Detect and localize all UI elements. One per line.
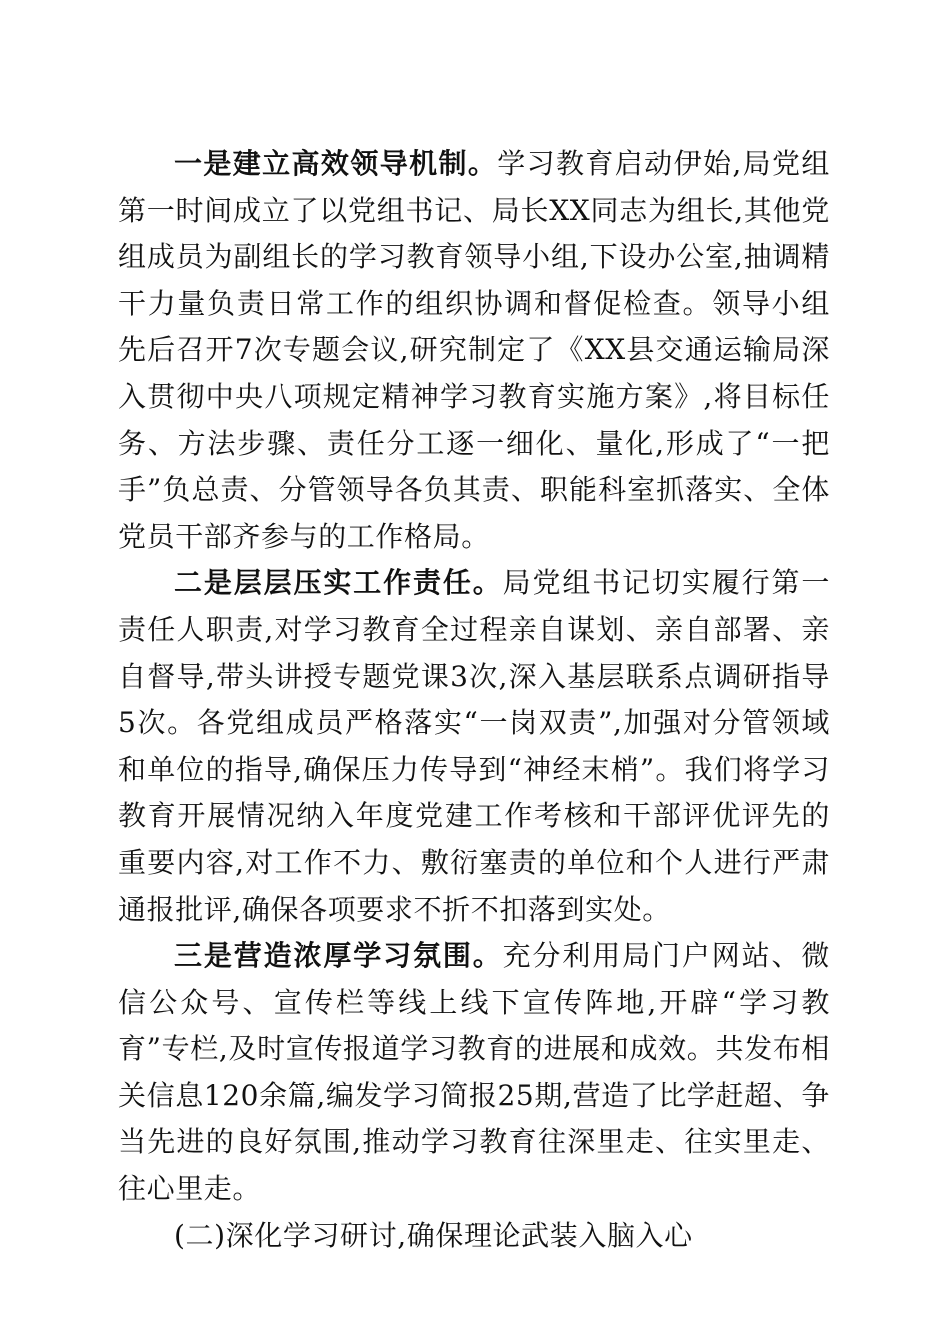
paragraph-text: 学习教育启动伊始,局党组第一时间成立了以党组书记、局长XX同志为组长,其他党组成员为副组长的学习教育领导小组,下设办公室,抽调精干力量负责日常工作的组织协调和督促检查。领导小组先后召开7次专题会议,研究制定了《XX县交通运输局深入贯彻中央八项规定精神学习教育实施方案》,将目标任务、方法步骤、责任分工逐一细化、量化,形成了“一把手”负总责、分管领导各负其责、职能科室抓落实、全体党员干部齐参与的工作格局。 [118,147,830,553]
paragraph-lead: 三是营造浓厚学习氛围。 [174,939,503,973]
paragraph-text: 局党组书记切实履行第一责任人职责,对学习教育全过程亲自谋划、亲自部署、亲自督导,带头讲授专题党课3次,深入基层联系点调研指导5次。各党组成员严格落实“一岗双责”,加强对分管领域和单位的指导,确保压力传导到“神经末梢”。我们将学习教育开展情况纳入年度党建工作考核和干部评优评先的重要内容,对工作不力、敷衍塞责的单位和个人进行严肃通报批评,确保各项要求不折不扣落到实处。 [118,566,830,926]
document-body [118,141,830,1259]
section-subheading: (二)深化学习研讨,确保理论武装入脑入心 [174,1218,693,1252]
paragraph-leadership-mechanism [118,141,830,560]
paragraph-text: 充分利用局门户网站、微信公众号、宣传栏等线上线下宣传阵地,开辟“学习教育”专栏,及时宣传报道学习教育的进展和成效。共发布相关信息120余篇,编发学习简报25期,营造了比学赶超、争当先进的良好氛围,推动学习教育往深里走、往实里走、往心里走。 [118,939,830,1206]
paragraph-lead: 一是建立高效领导机制。 [174,147,498,180]
paragraph-lead: 二是层层压实工作责任。 [174,566,503,600]
paragraph-responsibility [118,560,830,933]
paragraph-atmosphere [118,933,830,1213]
